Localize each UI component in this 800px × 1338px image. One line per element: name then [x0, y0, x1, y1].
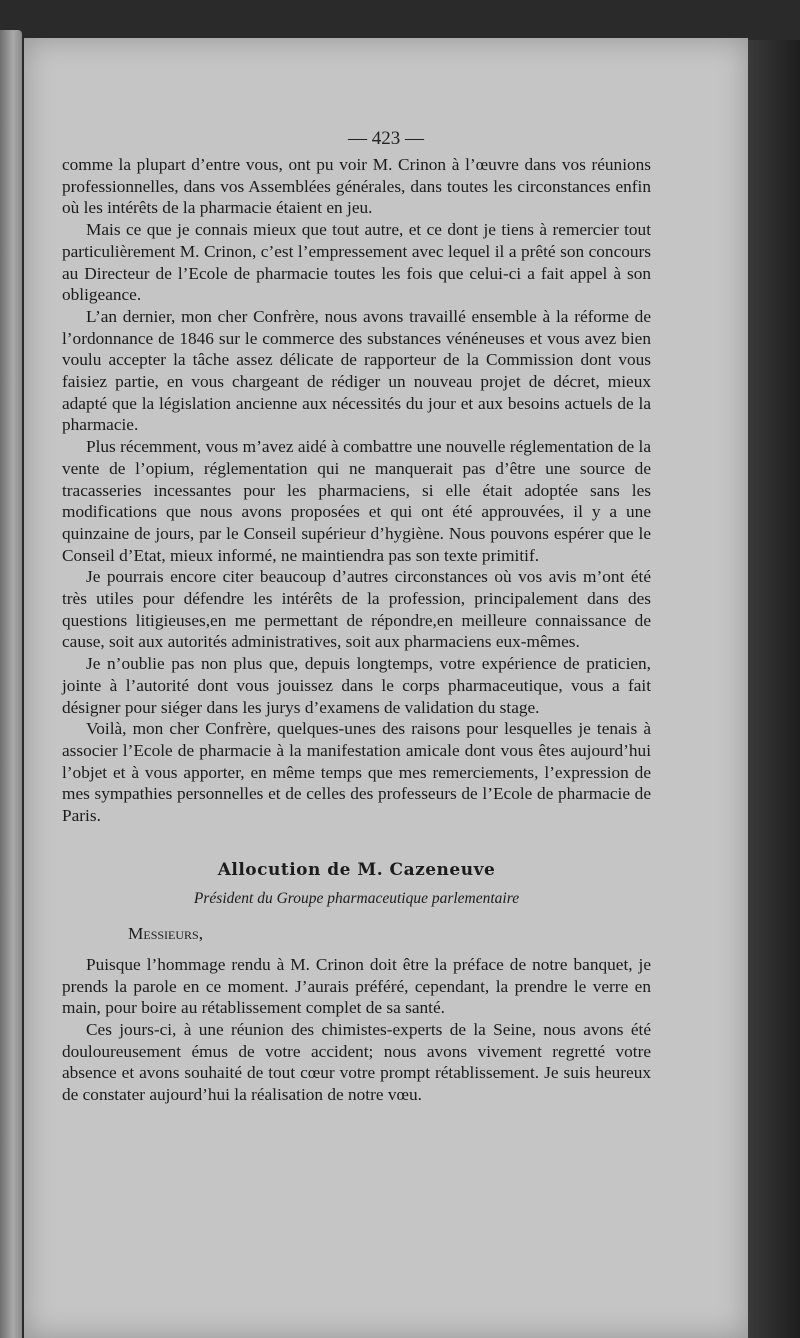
section-heading: Allocution de M. Cazeneuve [217, 859, 496, 880]
paragraph: L’an dernier, mon cher Confrère, nous avons travaillé ensemble à la réforme de l’ordonnance de 1846 sur le commerce des substances vénéneuses et vous avez bien voulu accepter la tâche assez délicate de rapporteur de la Commission dont vous faisiez partie, en vous chargeant de rédiger un nouveau projet de décret, mieux adapté que la législation ancienne aux nécessités du jour et aux besoins actuels de la pharmacie. [62, 306, 651, 435]
paragraph: Mais ce que je connais mieux que tout autre, et ce dont je tiens à remercier tout particulièrement M. Crinon, c’est l’empressement avec lequel il a prêté son concours au Directeur de l’Ecole de pharmacie toutes les fois que celui-ci a fait appel à son obligeance. [62, 220, 651, 305]
paragraph: Je n’oublie pas non plus que, depuis longtemps, votre expérience de praticien, jointe à l’autorité dont vous jouissez dans le corps pharmaceutique, vous a fait désigner pour siéger dans les jurys d’examens de validation du stage. [62, 654, 651, 717]
paragraph: Plus récemment, vous m’avez aidé à combattre une nouvelle réglementation de la vente de l’opium, réglementation qui ne manquerait pas d’être une source de tracasseries incessantes pour les pharmaciens, si elle était adoptée sans les modifications que nous avons proposées et qui ont été approuvées, il y a une quinzaine de jours, par le Conseil supérieur d’hygiène. Nous pouvons espérer que le Conseil d’Etat, mieux informé, ne maintiendra pas son texte primitif. [62, 437, 651, 565]
paragraph: Ces jours-ci, à une réunion des chimistes-experts de la Seine, nous avons été douloureusement émus de votre accident; nous avons vivement regretté votre absence et avons souhaité de tout cœur votre prompt rétablissement. Je suis heureux de constater aujourd’hui la réalisation de notre vœu. [62, 1020, 651, 1105]
section-subheading: Président du Groupe pharmaceutique parlementaire [193, 889, 520, 907]
paragraph: comme la plupart d’entre vous, ont pu voir M. Crinon à l’œuvre dans vos réunions professionnelles, dans vos Assemblées générales, dans toutes les circonstances enfin où les intérêts de la pharmacie étaient en jeu. [62, 155, 651, 218]
book-page [24, 38, 748, 1338]
binding-shadow [748, 40, 800, 1338]
salutation: Messieurs, [128, 924, 204, 944]
page-number: — 423 — [348, 128, 424, 149]
body-text [62, 154, 651, 1106]
paragraph: Je pourrais encore citer beaucoup d’autres circonstances où vos avis m’ont été très utiles pour défendre les intérêts de la profession, principalement dans des questions litigieuses,en me permettant de répondre,en meilleure connaissance de cause, soit aux autorités administratives, soit aux pharmaciens eux-mêmes. [62, 567, 651, 652]
adjacent-page-edge [0, 30, 22, 1338]
paragraph: Voilà, mon cher Confrère, quelques-unes des raisons pour lesquelles je tenais à associer l’Ecole de pharmacie à la manifestation amicale dont vous êtes aujourd’hui l’objet et à vous apporter, en même temps que mes remerciements, l’expression de mes sympathies personnelles et de celles des professeurs de l’Ecole de pharmacie de Paris. [62, 719, 651, 826]
paragraph: Puisque l’hommage rendu à M. Crinon doit être la préface de notre banquet, je prends la parole en ce moment. J’aurais préféré, cependant, la prendre le verre en main, pour boire au rétablissement complet de sa santé. [62, 954, 651, 1018]
